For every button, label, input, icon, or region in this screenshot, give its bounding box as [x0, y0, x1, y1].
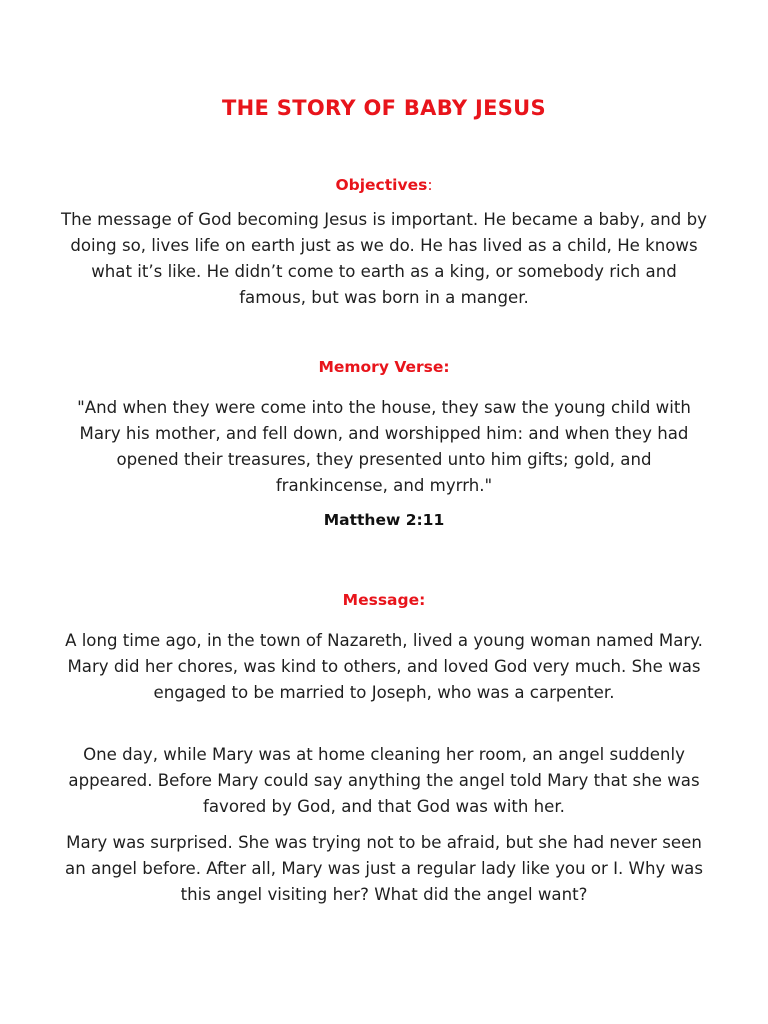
objectives-heading-label: Objectives	[335, 176, 428, 194]
message-heading: Message:	[342, 591, 426, 609]
message-paragraph-1: A long time ago, in the town of Nazareth, lived a young woman named Mary. Mary did her chores, was kind to others, and loved God very much. She was engaged to be married to Joseph, who was a carpenter.	[65, 631, 703, 702]
message-paragraph-2: One day, while Mary was at home cleaning her room, an angel suddenly appeared. Before Mary could say anything the angel told Mary that she was favored by God, and that God was with her.	[68, 745, 700, 816]
objectives-paragraph: The message of God becoming Jesus is important. He became a baby, and by doing so, lives life on earth just as we do. He has lived as a child, He knows what it’s like. He didn’t come to earth as a king, or somebody rich and famous, but was born in a manger.	[61, 210, 707, 307]
memory-verse-reference: Matthew 2:11	[323, 511, 445, 529]
memory-verse-heading: Memory Verse:	[318, 358, 450, 376]
document-title: THE STORY OF BABY JESUS	[222, 96, 546, 120]
objectives-heading	[0, 176, 768, 194]
objectives-heading-colon: :	[427, 176, 433, 194]
memory-verse-quote: "And when they were come into the house, they saw the young child with Mary his mother, and fell down, and worshipped him: and when they had opened their treasures, they presented unto him gifts; gold, and frankincense, and myrrh."	[77, 398, 691, 495]
message-paragraph-3: Mary was surprised. She was trying not to be afraid, but she had never seen an angel before. After all, Mary was just a regular lady like you or I. Why was this angel visiting her? What did the angel want?	[65, 833, 703, 904]
